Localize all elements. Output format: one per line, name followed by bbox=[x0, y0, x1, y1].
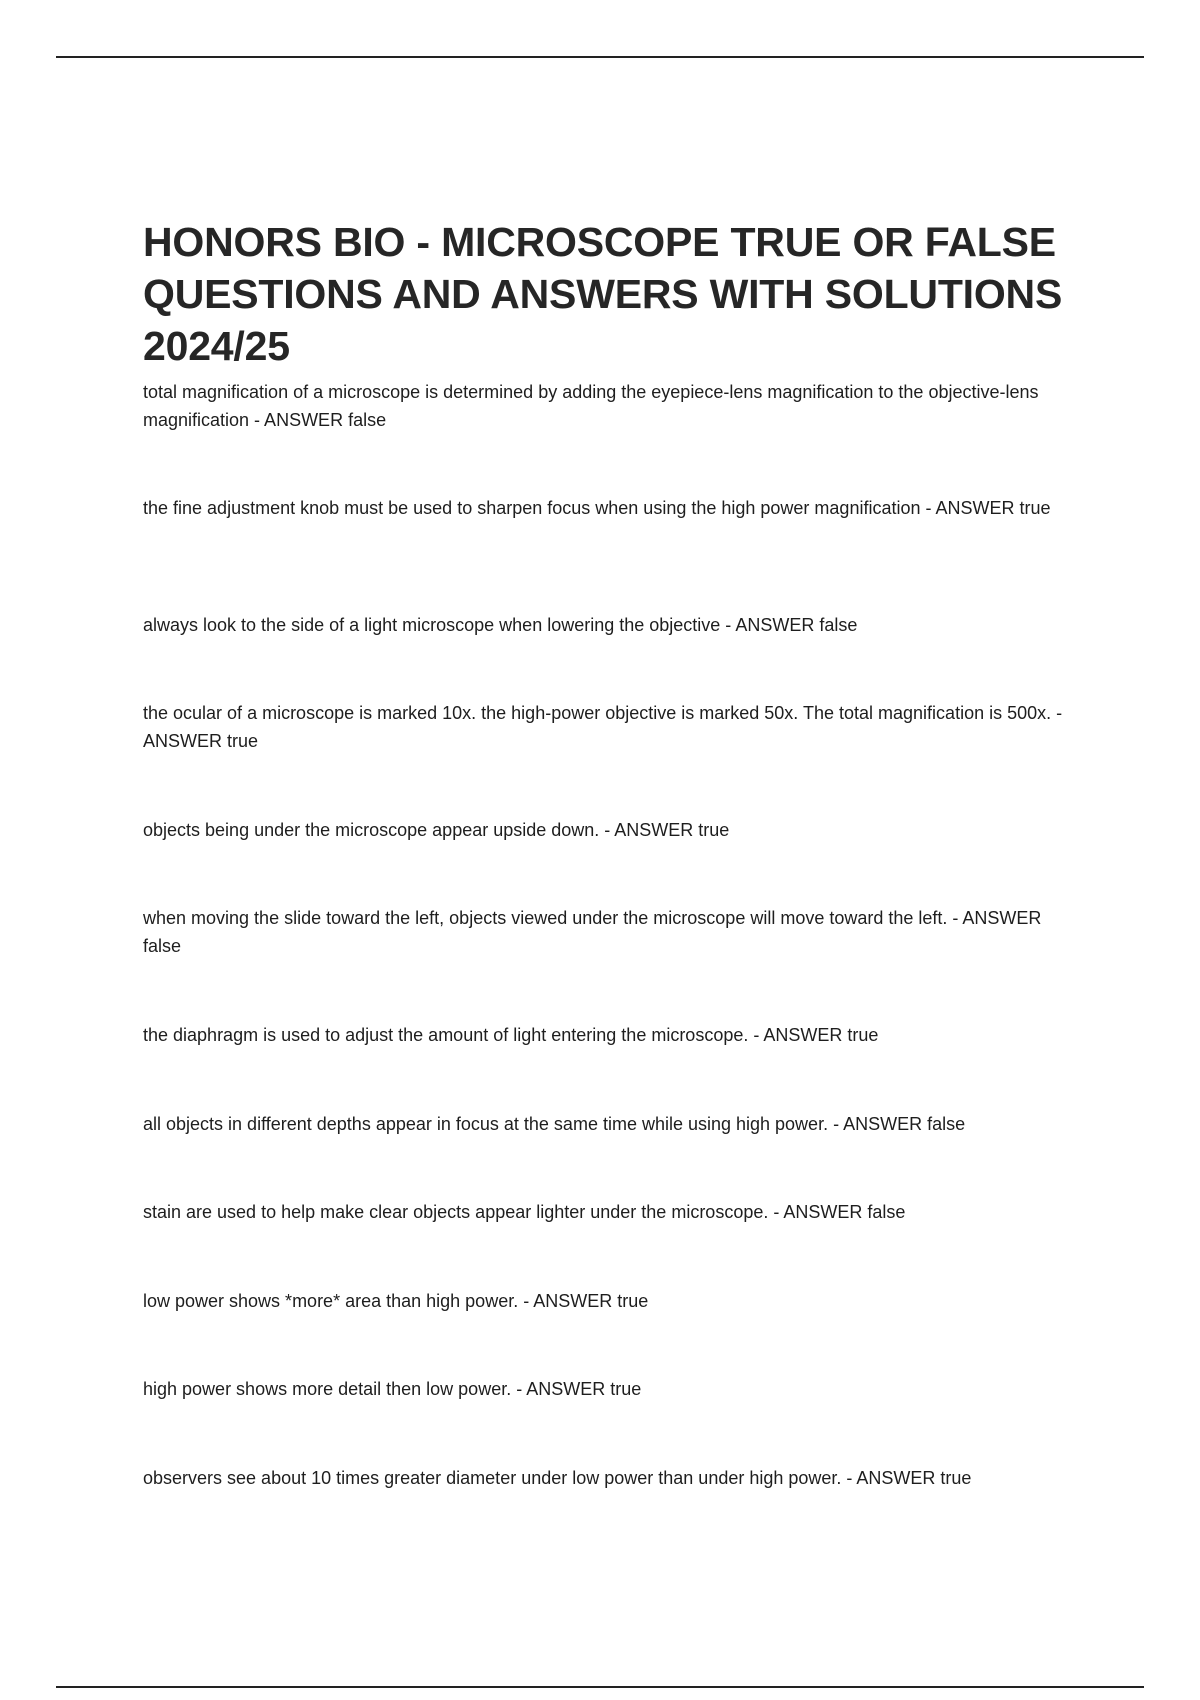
top-divider bbox=[56, 56, 1144, 58]
qa-item: total magnification of a microscope is determined by adding the eyepiece-lens magnification to the objective-lens magnification - ANSWER false bbox=[143, 382, 1039, 430]
bottom-divider bbox=[56, 1686, 1144, 1688]
qa-item: the fine adjustment knob must be used to sharpen focus when using the high power magnification - ANSWER true bbox=[143, 498, 1051, 518]
qa-item: the diaphragm is used to adjust the amount of light entering the microscope. - ANSWER true bbox=[143, 1025, 879, 1045]
qa-item: low power shows *more* area than high power. - ANSWER true bbox=[143, 1291, 649, 1311]
qa-item: the ocular of a microscope is marked 10x. the high-power objective is marked 50x. The total magnification is 500x. - ANSWER true bbox=[143, 703, 1063, 751]
qa-list bbox=[143, 378, 1083, 1494]
document-body bbox=[143, 216, 1083, 1494]
qa-item: objects being under the microscope appear upside down. - ANSWER true bbox=[143, 820, 730, 840]
qa-item: all objects in different depths appear in focus at the same time while using high power. - ANSWER false bbox=[143, 1114, 966, 1134]
qa-item: stain are used to help make clear objects appear lighter under the microscope. - ANSWER false bbox=[143, 1202, 906, 1222]
qa-item: when moving the slide toward the left, objects viewed under the microscope will move toward the left. - ANSWER false bbox=[143, 908, 1042, 956]
qa-item: high power shows more detail then low power. - ANSWER true bbox=[143, 1379, 642, 1399]
document-title: HONORS BIO - MICROSCOPE TRUE OR FALSE QUESTIONS AND ANSWERS WITH SOLUTIONS 2024/25 bbox=[143, 219, 1063, 369]
qa-item: observers see about 10 times greater diameter under low power than under high power. - ANSWER true bbox=[143, 1468, 972, 1488]
qa-item: always look to the side of a light microscope when lowering the objective - ANSWER false bbox=[143, 615, 858, 635]
